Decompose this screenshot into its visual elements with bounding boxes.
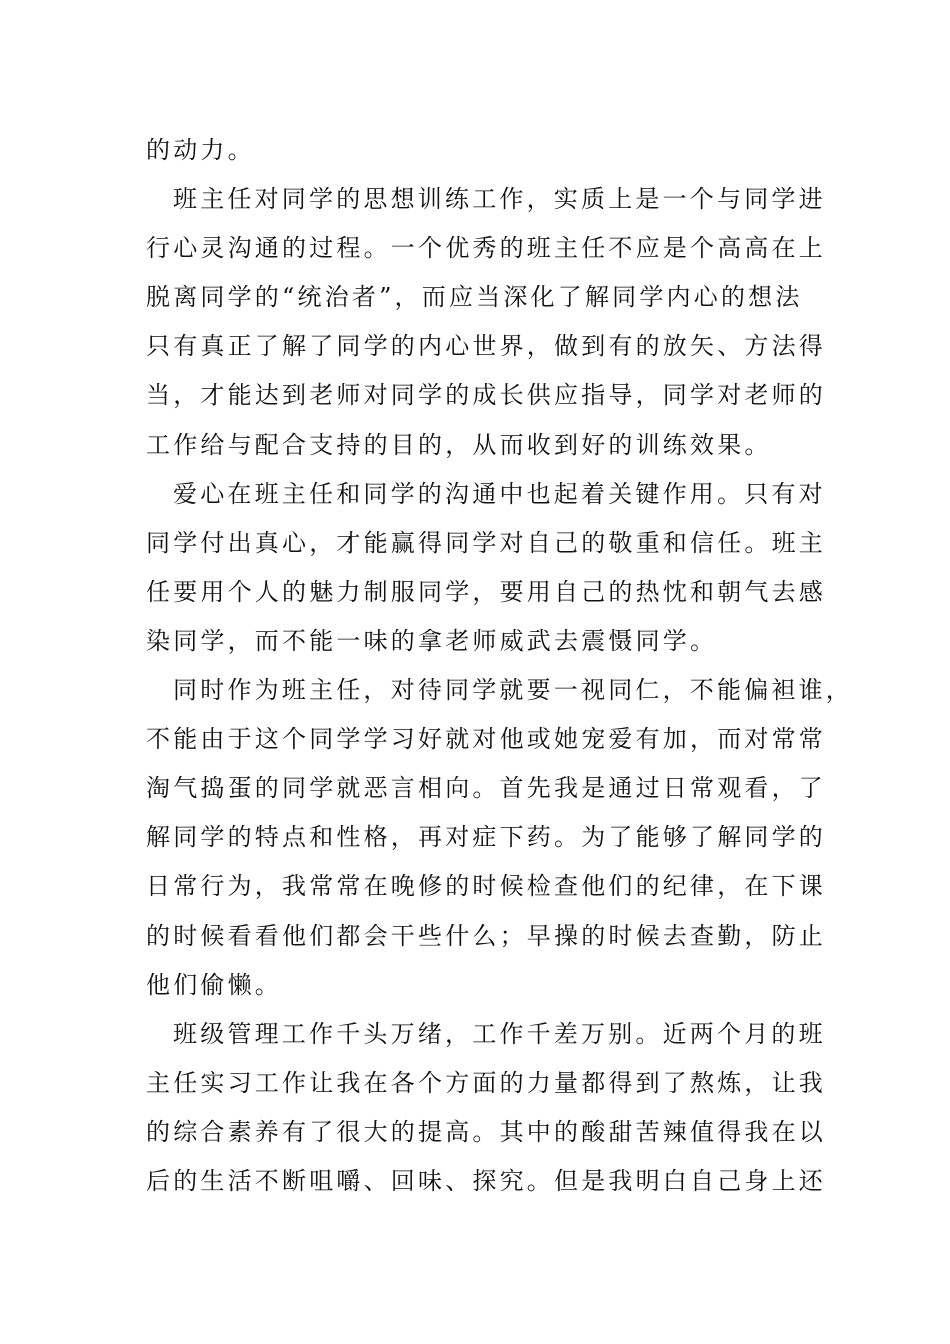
text-line: 的综合素养有了很大的提高。其中的酸甜苦辣值得我在以 — [146, 1117, 826, 1146]
text-line: 的动力。 — [146, 136, 255, 164]
text-line: 主任实习工作让我在各个方面的力量都得到了熬炼，让我 — [146, 1068, 826, 1097]
text-line: 染同学，而不能一味的拿老师威武去震慑同学。 — [146, 626, 718, 655]
text-line: 的时候看看他们都会干些什么；早操的时候去查勤，防止 — [146, 921, 826, 950]
paragraph-first-line: 爱心在班主任和同学的沟通中也起着关键作用。只有对 — [173, 479, 826, 508]
text-line: 只有真正了解了同学的内心世界，做到有的放矢、方法得 — [146, 332, 826, 361]
text-line: 任要用个人的魅力制服同学，要用自己的热忱和朝气去感 — [146, 577, 826, 606]
text-line: 他们偷懒。 — [146, 970, 282, 999]
text-line: 日常行为，我常常在晚修的时候检查他们的纪律，在下课 — [146, 872, 826, 901]
text-line: 解同学的特点和性格，再对症下药。为了能够了解同学的 — [146, 823, 826, 852]
text-line: 脱离同学的“统治者”，而应当深化了解同学内心的想法 — [146, 283, 803, 312]
text-line: 工作给与配合支持的目的，从而收到好的训练效果。 — [146, 430, 772, 459]
text-line: 同学付出真心，才能赢得同学对自己的敬重和信任。班主 — [146, 528, 826, 557]
text-line: 行心灵沟通的过程。一个优秀的班主任不应是个高高在上 — [146, 234, 826, 263]
paragraph-first-line: 班主任对同学的思想训练工作，实质上是一个与同学进 — [173, 185, 826, 214]
paragraph-first-line: 班级管理工作千头万绪，工作千差万别。近两个月的班 — [173, 1019, 826, 1048]
body-text — [146, 126, 853, 1206]
paragraph-first-line: 同时作为班主任，对待同学就要一视同仁，不能偏袒谁， — [173, 676, 853, 705]
text-line: 淘气捣蛋的同学就恶言相向。首先我是通过日常观看，了 — [146, 774, 826, 803]
text-line: 后的生活不断咀嚼、回味、探究。但是我明白自己身上还 — [146, 1166, 826, 1195]
text-line: 当，才能达到老师对同学的成长供应指导，同学对老师的 — [146, 381, 826, 410]
text-line: 不能由于这个同学学习好就对他或她宠爱有加，而对常常 — [146, 725, 826, 754]
